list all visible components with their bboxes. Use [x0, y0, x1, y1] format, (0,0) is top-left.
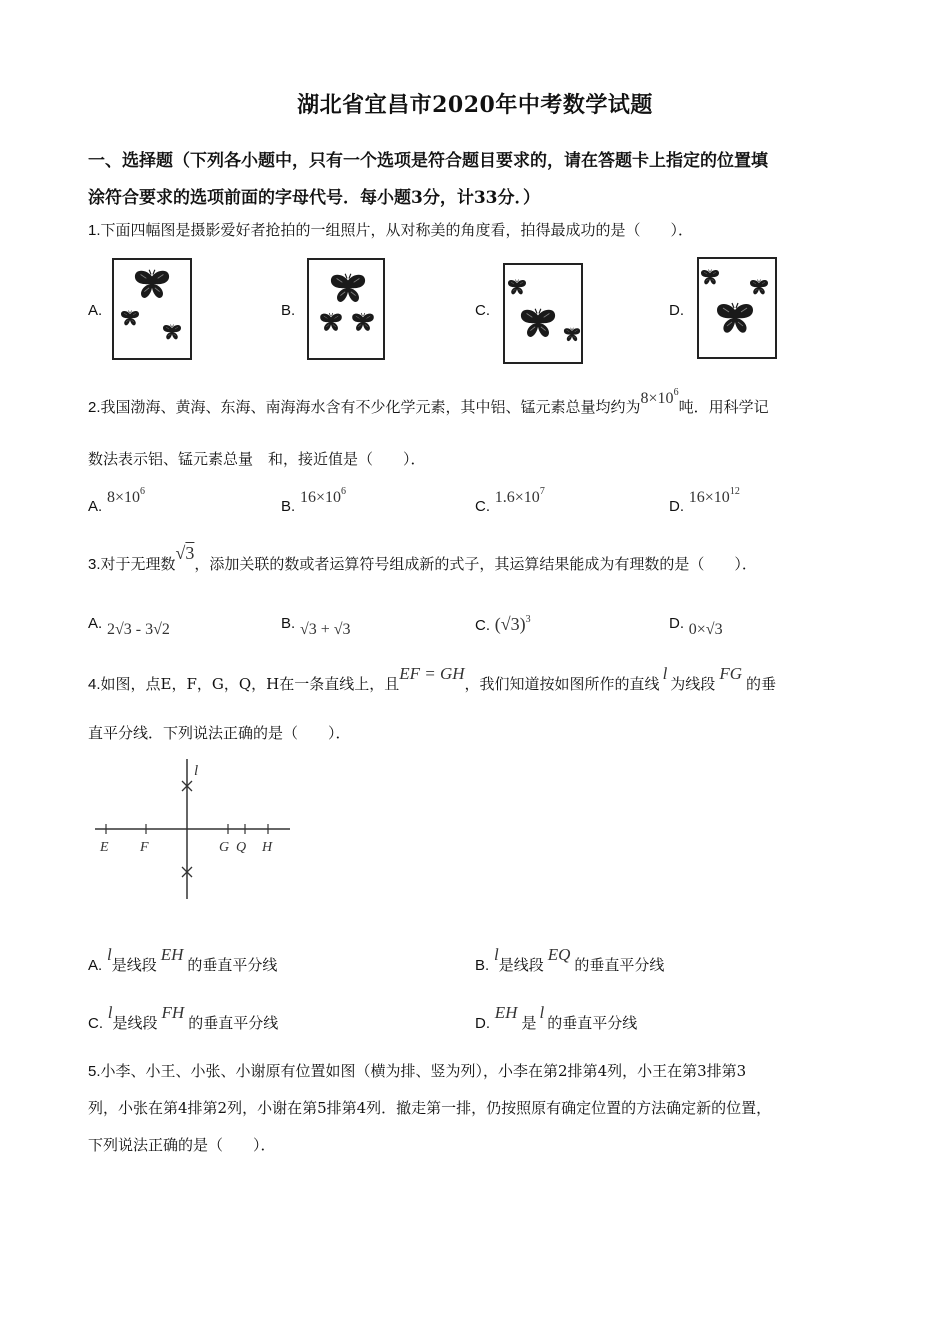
question-3 [88, 543, 757, 574]
math-symbol: EH [160, 945, 184, 964]
q3-option-d [669, 614, 723, 638]
math-symbol: l [107, 1003, 113, 1022]
option-label: D. [475, 1015, 490, 1032]
photo-c [503, 263, 583, 364]
section-heading-line2: 涂符合要求的选项前面的字母代号．每小题3分，计33分．） [88, 188, 540, 208]
question-text: 如图，点E，F，G，Q，H在一条直线上，且 [100, 675, 400, 693]
question-text-continued: ，我们知道按如图所作的直线 [464, 675, 660, 693]
point-label-e: E [100, 840, 109, 855]
math-exponent: 12 [729, 486, 740, 497]
q1-option-d-label: D. [669, 302, 684, 319]
question-5-line2: 列，小张在第4排第2列，小谢在第5排第4列．撤走第一排，仍按照原有确定位置的方法确定新的位置， [88, 1099, 772, 1117]
question-2 [88, 387, 769, 417]
question-text: 对于无理数 [100, 555, 176, 573]
question-1 [88, 219, 693, 240]
q2-option-d [669, 486, 740, 515]
option-label: C. [475, 617, 490, 634]
math-base: 8×10 [640, 390, 674, 407]
option-label: D. [669, 498, 684, 515]
math-expression: √3 + √3 [299, 621, 351, 638]
perpendicular-bisector-figure [90, 755, 295, 905]
math-expression: 0×√3 [688, 621, 723, 638]
question-number: 4. [88, 676, 101, 693]
option-label: B. [281, 498, 296, 515]
question-number: 2. [88, 399, 101, 416]
math-base: 16×10 [688, 489, 730, 506]
q2-option-b [281, 486, 346, 515]
q4-option-d [475, 1002, 638, 1032]
point-label-g: G [219, 840, 230, 855]
q2-option-c [475, 486, 545, 515]
math-symbol: FG [719, 664, 742, 683]
question-text: 我国渤海、黄海、东海、南海海水含有不少化学元素，其中铝、锰元素总量均约为 [100, 398, 641, 416]
math-base: 16×10 [299, 489, 341, 506]
option-text: 是线段 [112, 1014, 158, 1032]
butterfly-icon [519, 307, 557, 339]
question-text-continued: 吨．用科学记 [678, 398, 769, 416]
photo-a [112, 258, 192, 360]
question-2-line2: 数法表示铝、锰元素总量 和，接近值是（ ）． [88, 450, 426, 468]
option-label: B. [475, 957, 490, 974]
point-label-h: H [262, 840, 273, 855]
line-label-l: l [194, 763, 199, 779]
question-5 [88, 1060, 746, 1081]
q4-option-b [475, 944, 665, 974]
math-exponent: 7 [539, 486, 545, 497]
question-text-continued: 的垂 [745, 675, 776, 693]
question-4 [88, 664, 776, 694]
math-base: 8×10 [106, 489, 140, 506]
q1-option-a-label: A. [88, 302, 103, 319]
option-text: 的垂直平分线 [574, 956, 665, 974]
math-symbol: EQ [547, 945, 571, 964]
question-text-continued: ，添加关联的数或者运算符号组成新的式子，其运算结果能成为有理数的是（ ）． [194, 555, 757, 573]
butterfly-icon [329, 272, 367, 304]
math-exponent: 6 [673, 387, 679, 398]
butterfly-icon [700, 269, 720, 285]
q4-option-c [88, 1002, 279, 1032]
math-symbol: l [539, 1003, 545, 1022]
butterfly-icon [563, 327, 581, 342]
option-label: D. [669, 615, 684, 632]
q3-option-b [281, 614, 351, 638]
math-expression: (√3) [494, 614, 526, 634]
radical-expression: √3 [175, 543, 195, 563]
butterfly-icon [507, 279, 527, 295]
option-label: C. [88, 1015, 103, 1032]
question-text-continued: 为线段 [670, 675, 716, 693]
math-symbol: l [106, 945, 112, 964]
option-label: A. [88, 957, 103, 974]
question-number: 5. [88, 1063, 101, 1080]
option-text: 是线段 [111, 956, 157, 974]
option-label: A. [88, 498, 103, 515]
photo-b [307, 258, 385, 360]
option-text: 的垂直平分线 [188, 1014, 279, 1032]
butterfly-icon [319, 312, 343, 332]
math-exponent: 6 [341, 486, 346, 497]
option-text: 是线段 [498, 956, 544, 974]
page-title: 湖北省宜昌市2020年中考数学试题 [297, 92, 653, 118]
option-text: 的垂直平分线 [547, 1014, 638, 1032]
point-label-q: Q [236, 840, 247, 855]
math-base: 1.6×10 [494, 489, 540, 506]
question-text: 小李、小王、小张、小谢原有位置如图（横为排、竖为列），小李在第2排第4列，小王在第3排第3 [100, 1062, 747, 1080]
q2-option-a [88, 486, 145, 515]
math-equation: EF = GH [399, 664, 465, 683]
math-exponent: 3 [525, 614, 531, 625]
math-expression: 2√3 - 3√2 [106, 621, 170, 638]
q3-option-c [475, 614, 531, 635]
option-label: C. [475, 498, 490, 515]
option-label: B. [281, 615, 296, 632]
q4-option-a [88, 944, 278, 974]
option-text: 是 [521, 1014, 537, 1032]
q3-option-a [88, 614, 170, 638]
question-5-line3: 下列说法正确的是（ ）． [88, 1136, 276, 1154]
option-label: A. [88, 615, 103, 632]
math-symbol: l [662, 664, 668, 683]
butterfly-icon [749, 279, 769, 295]
q1-option-c-label: C. [475, 302, 490, 319]
question-number: 1. [88, 222, 101, 239]
question-number: 3. [88, 556, 101, 573]
radicand: 3 [185, 543, 195, 563]
q1-option-b-label: B. [281, 302, 296, 319]
math-exponent: 6 [140, 486, 145, 497]
math-symbol: FH [161, 1003, 185, 1022]
photo-d [697, 257, 777, 359]
math-symbol: l [493, 945, 499, 964]
option-text: 的垂直平分线 [187, 956, 278, 974]
butterfly-icon [133, 268, 171, 300]
math-expression [640, 387, 679, 407]
math-symbol: EH [494, 1003, 518, 1022]
section-heading-line1: 一、选择题（下列各小题中，只有一个选项是符合题目要求的，请在答题卡上指定的位置填 [88, 151, 768, 171]
question-text: 下面四幅图是摄影爱好者抢拍的一组照片，从对称美的角度看，拍得最成功的是（ ）． [100, 221, 694, 239]
butterfly-icon [162, 324, 182, 340]
butterfly-icon [351, 312, 375, 332]
butterfly-icon [715, 301, 755, 335]
butterfly-icon [120, 310, 140, 326]
point-label-f: F [140, 840, 149, 855]
question-4-line2: 直平分线．下列说法正确的是（ ）． [88, 724, 351, 742]
